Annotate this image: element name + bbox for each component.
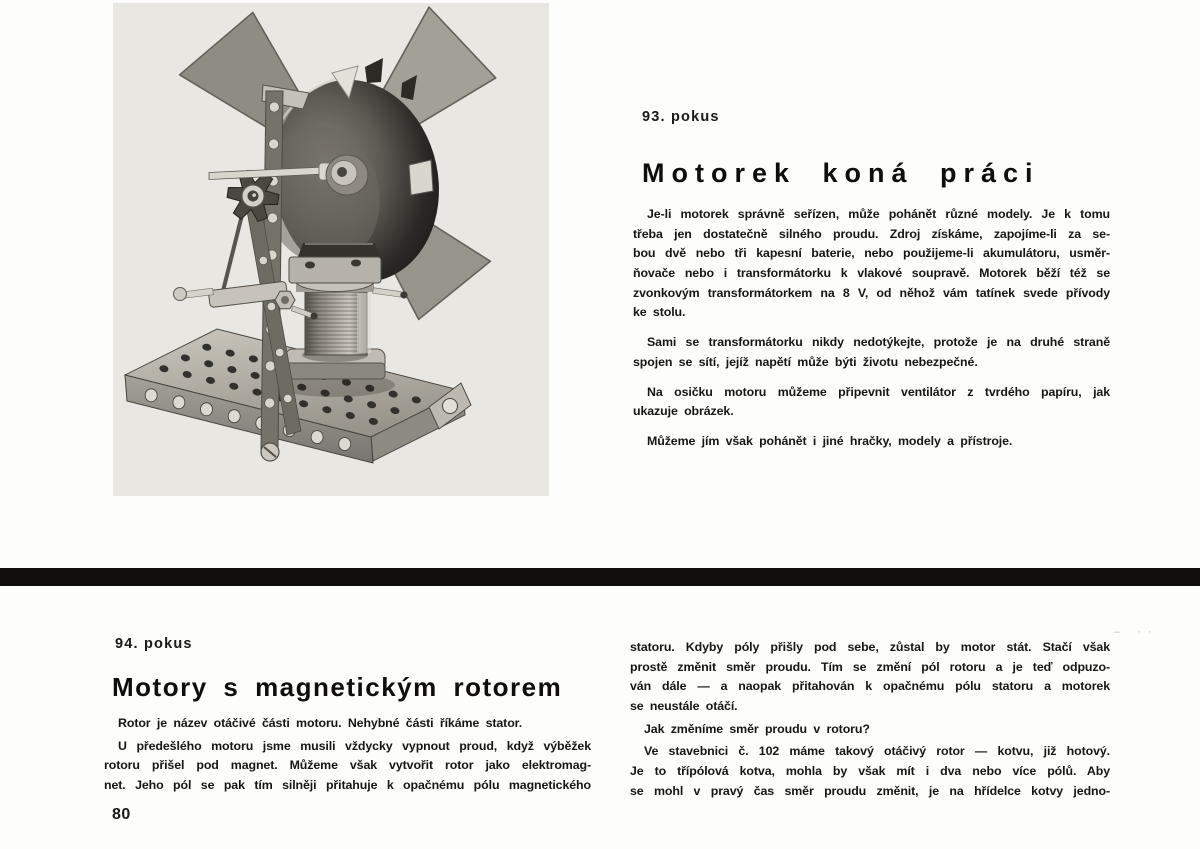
text-line: Je-li motorek správně seřízen, může pohánět různé modely. Je k tomu [647, 207, 1110, 221]
paragraph [633, 205, 1110, 323]
text-line: zvonkovým transformátorkem na 8 V, od něhož vám tatínek svede přívody [633, 285, 1110, 300]
experiment-94-label: 94. pokus [115, 636, 193, 652]
motor-illustration [113, 3, 549, 496]
experiment-93-title: Motorek koná práci [642, 158, 1040, 188]
experiment-94-title: Motory s magnetickým rotorem [112, 672, 563, 702]
experiment-93-label: 93. pokus [642, 109, 720, 125]
text-line: Ve stavebnici č. 102 máme takový otáčivý rotor — kotvu, již hotový. [644, 744, 1110, 759]
paragraph [633, 383, 1110, 422]
text-line: rotoru přišel pod magnet. Můžeme však vytvořit rotor jako elektromag- [104, 758, 591, 773]
paragraph [630, 742, 1110, 801]
paragraph [633, 333, 1110, 372]
experiment-94-right-column [630, 638, 1110, 812]
experiment-94-left-column [104, 714, 591, 806]
scan-artifact: – ·· [1114, 626, 1159, 638]
section-divider-bar [0, 568, 1200, 586]
text-line: ván dále — a naopak přitahován k opačnému pólu statoru a motorek [630, 679, 1110, 694]
text-line: ke stolu. [633, 305, 686, 320]
text-line: bou dvě nebo tři kapesní baterie, nebo použijeme-li akumulátoru, usměr- [633, 246, 1110, 261]
text-line: Je to třípólová kotva, mohla by však mít i dva nebo více pólů. Aby [630, 764, 1110, 779]
motor-photo [113, 3, 549, 496]
text-line: Na osičku motoru můžeme připevnit ventilátor z tvrdého papíru, jak [647, 384, 1110, 399]
paragraph [633, 432, 1110, 452]
paragraph [630, 720, 1110, 740]
experiment-93-text [633, 205, 1110, 462]
text-line: Můžeme jím však pohánět i jiné hračky, modely a přístroje. [647, 433, 1013, 448]
text-line: Sami se transformátorku nikdy nedotýkejte, protože je na druhé straně [647, 335, 1110, 350]
paragraph [104, 737, 591, 796]
text-line: se neustále otáčí. [630, 699, 738, 714]
text-line: Jak změníme směr proudu v rotoru? [644, 721, 870, 736]
text-line: se mohl v pravý čas směr proudu změnit, je na hřídelce kotvy jedno- [630, 783, 1110, 798]
text-line: statoru. Kdyby póly přišly pod sebe, zůstal by motor stát. Stačí však [630, 640, 1110, 654]
text-line: prostě změnit směr proudu. Tím se změní pól rotoru a je teď odpuzo- [630, 659, 1110, 674]
paragraph [104, 714, 591, 734]
page-number: 80 [112, 806, 131, 823]
text-line: ňovače nebo i transformátorku k vlakové soupravě. Motorek běží též se [633, 266, 1110, 281]
text-line: spojen se sítí, jejíž napětí může býti životu nebezpečné. [633, 354, 978, 369]
text-line: třeba jen dostatečně silného proudu. Zdroj získáme, zapojíme-li za se- [633, 226, 1110, 241]
base-screw-head [261, 443, 279, 461]
text-line: U předešlého motoru jsme musili vždycky vypnout proud, když výběžek [118, 738, 591, 753]
text-line: Rotor je název otáčivé části motoru. Nehybné části říkáme stator. [118, 716, 523, 730]
text-line: ukazuje obrázek. [633, 404, 734, 419]
paragraph [630, 638, 1110, 717]
text-line: net. Jeho pól se pak tím silněji přitahuje k opačnému pólu magnetického [104, 778, 591, 793]
